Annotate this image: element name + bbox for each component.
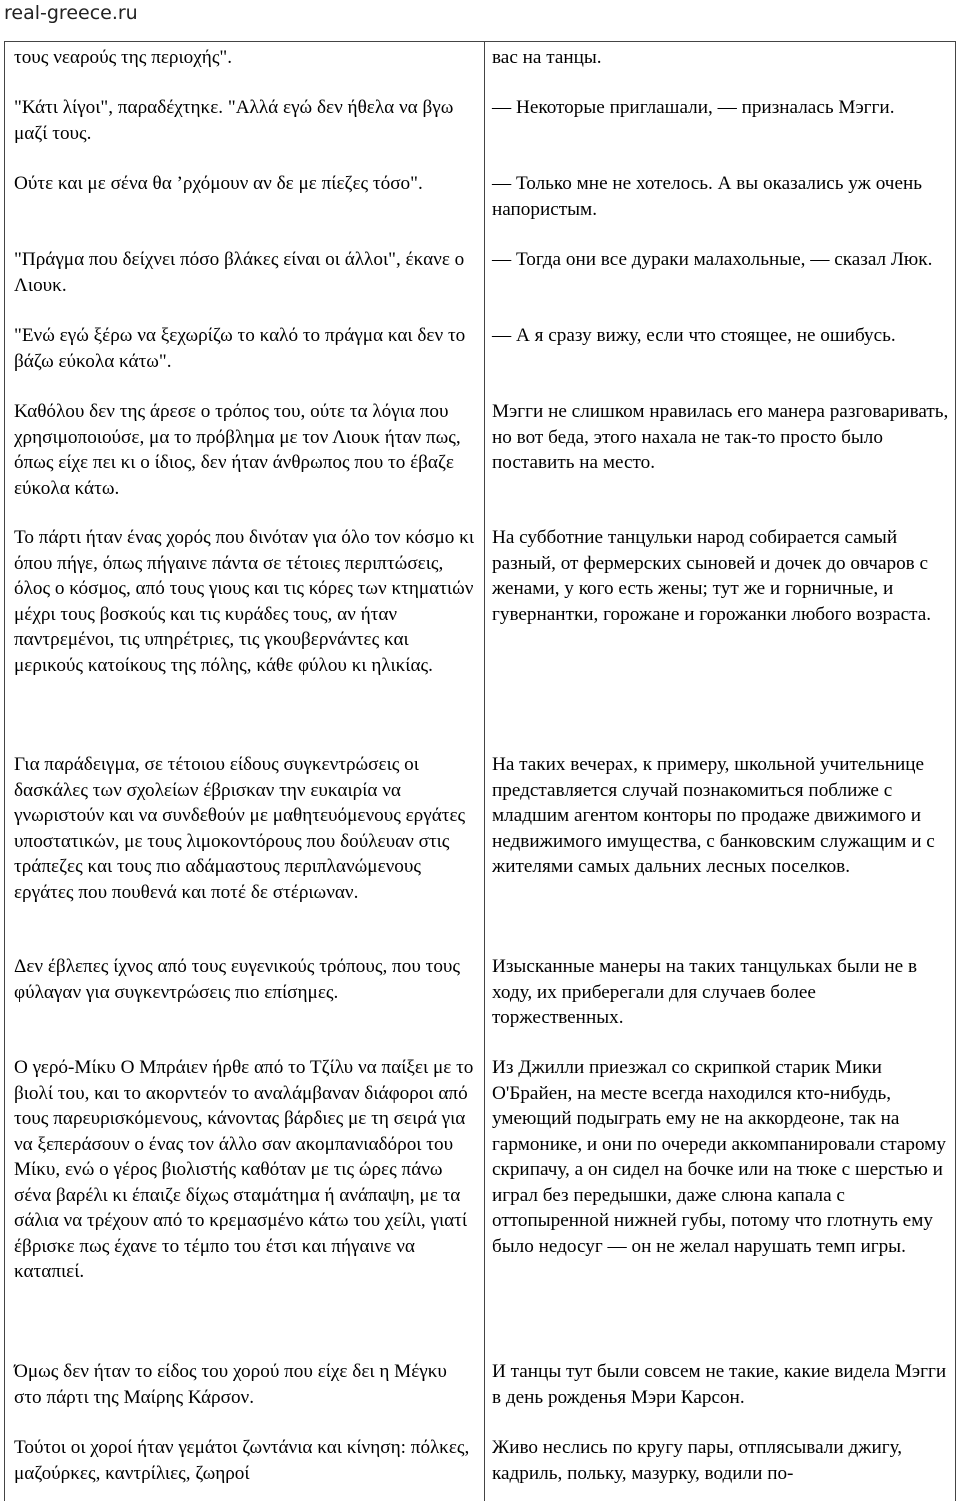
- russian-paragraph: — Тогда они все дураки малахольные, — сказал Люк.: [492, 249, 933, 270]
- russian-paragraph: — Некоторые приглашали, — призналась Мэгги.: [492, 97, 895, 118]
- russian-paragraph: — А я сразу вижу, если что стоящее, не ошибусь.: [492, 325, 896, 346]
- greek-paragraph: "Κάτι λίγοι", παραδέχτηκε. "Αλλά εγώ δεν ήθελα να βγω μαζί τους.: [14, 97, 454, 144]
- site-header: real-greece.ru: [4, 2, 138, 24]
- greek-paragraph: "Πράγμα που δείχνει πόσο βλάκες είναι οι άλλοι", έκανε ο Λιουκ.: [14, 249, 465, 296]
- greek-paragraph: Ούτε και με σένα θα ’ρχόμουν αν δε με πίεζες τόσο".: [14, 173, 423, 194]
- russian-paragraph: Из Джилли приезжал со скрипкой старик Мики О'Брайен, на месте всегда находился кто-нибудь, умеющий подыграть ему не на аккордеоне, так на гармонике, и они по очереди аккомпанировали старому скрипачу, а он сидел на бочке или на тюке с шерстью и играл без передышки, даже слюна капала с оттопыренной нижней губы, потому что глотнуть ему было недосуг — он не желал нарушать темп игры.: [492, 1057, 946, 1257]
- parallel-text-table: [4, 41, 956, 1501]
- greek-paragraph: "Ενώ εγώ ξέρω να ξεχωρίζω το καλό το πράγμα και δεν το βάζω εύκολα κάτω".: [14, 325, 466, 372]
- greek-paragraph: Το πάρτι ήταν ένας χορός που δινόταν για όλο τον κόσμο κι όπου πήγε, όπως πήγαινε πάντα σε τέτοιες περιπτώσεις, όλος ο κόσμος, από τους γιους και τις κόρες των κτηματιών μέχρι τους βοσκούς και τις κυράδες τους, αν ήταν παντρεμένοι, τις υπηρέτριες, τις γκουβερνάντες και μερικούς κατοίκους της πόλης, κάθε φύλου κι ηλικίας.: [14, 527, 475, 676]
- russian-paragraph: На субботние танцульки народ собирается самый разный, от фермерских сыновей и дочек до овчаров с женами, у кого есть жены; тут же и горничные, и гувернантки, горожане и горожанки любого возраста.: [492, 527, 932, 625]
- column-divider: [484, 42, 485, 1501]
- russian-paragraph: Мэгги не слишком нравилась его манера разговаривать, но вот беда, этого нахала не так-то просто было поставить на место.: [492, 401, 949, 473]
- russian-paragraph: Живо неслись по кругу пары, отплясывали джигу, кадриль, польку, мазурку, водили по-: [492, 1437, 903, 1484]
- greek-paragraph: Δεν έβλεπες ίχνος από τους ευγενικούς τρόπους, που τους φύλαγαν για συγκεντρώσεις πιο επίσημες.: [14, 956, 461, 1003]
- russian-paragraph: И танцы тут были совсем не такие, какие видела Мэгги в день рожденья Мэри Карсон.: [492, 1361, 947, 1408]
- greek-paragraph: Καθόλου δεν της άρεσε ο τρόπος του, ούτε τα λόγια που χρησιμοποιούσε, μα το πρόβλημα με τον Λιουκ ήταν πως, όπως είχε πει κι ο ίδιος, δεν ήταν άνθρωπος που το έβαζε εύκολα κάτω.: [14, 401, 461, 499]
- russian-paragraph: вас на танцы.: [492, 47, 602, 68]
- greek-paragraph: Τούτοι οι χοροί ήταν γεμάτοι ζωντάνια και κίνηση: πόλκες, μαζούρκες, καντρίλιες, ζωηροί: [14, 1437, 470, 1484]
- greek-paragraph: Όμως δεν ήταν το είδος του χορού που είχε δει η Μέγκυ στο πάρτι της Μαίρης Κάρσον.: [14, 1361, 447, 1408]
- russian-paragraph: — Только мне не хотелось. А вы оказались уж очень напористым.: [492, 173, 922, 220]
- russian-paragraph: Изысканные манеры на таких танцульках были не в ходу, их приберегали для случаев более торжественных.: [492, 956, 918, 1028]
- russian-paragraph: На таких вечерах, к примеру, школьной учительнице представляется случай познакомиться поближе с младшим агентом конторы по продаже движимого и недвижимого имущества, с банковским служащим и с жителями самых дальних лесных поселков.: [492, 754, 935, 877]
- greek-paragraph: Ο γερό-Μίκυ Ο Μπράιεν ήρθε από το Τζίλυ να παίξει με το βιολί του, και το ακορντεόν το αναλάμβαναν διάφοροι από τους παρευρισκόμενους, κάνοντας βάρδιες με τη σειρά για να ξεπεράσουν ο ένας τον άλλο σαν ακομπανιαδόροι του Μίκυ, ενώ ο γέρος βιολιστής καθόταν με τις ώρες πάνω σένα βαρέλι κι έπαιζε δίχως σταμάτημα ή ανάπαψη, με τα σάλια να τρέχουν από το κρεμασμένο κάτω του χείλι, γιατί έβρισκε πως έχανε το τέμπο του έτσι και πήγαινε να καταπιεί.: [14, 1057, 474, 1282]
- greek-paragraph: τους νεαρούς της περιοχής".: [14, 47, 233, 68]
- greek-paragraph: Για παράδειγμα, σε τέτοιου είδους συγκεντρώσεις οι δασκάλες των σχολείων έβρισκαν την ευκαιρία να γνωριστούν και να συνδεθούν με μαθητευόμενους εργάτες υποστατικών, με τους λιμοκοντόρους που δούλευαν στις τράπεζες και τους πιο αδάμαστους περιπλανώμενους εργάτες που πουθενά και ποτέ δε στέριωναν.: [14, 754, 466, 903]
